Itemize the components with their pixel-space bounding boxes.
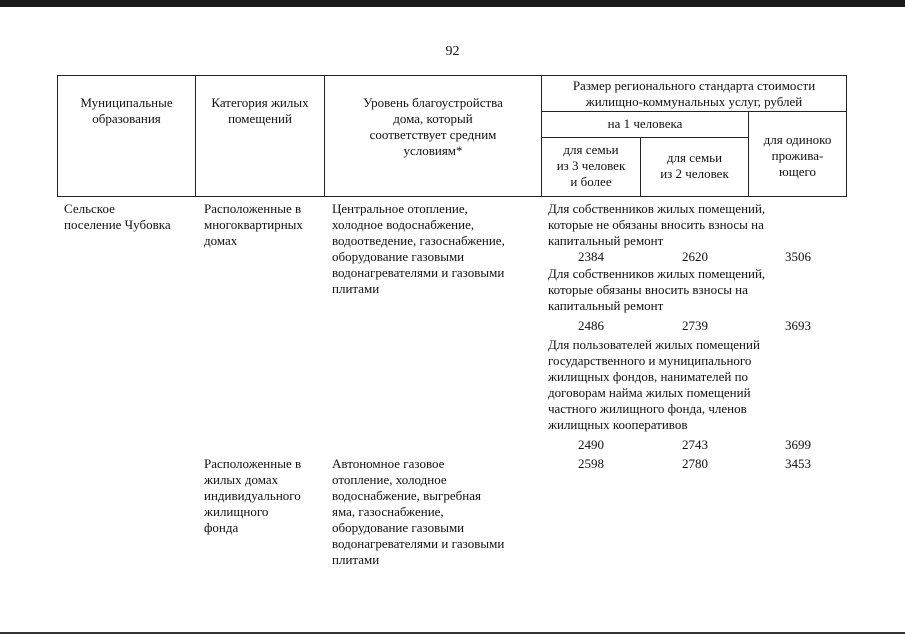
row2-category: Расположенные в жилых домах индивидуального жилищного фонда — [204, 456, 302, 535]
group3-value-3plus: 2490 — [578, 437, 604, 452]
municipality-name: Сельское поселение Чубовка — [64, 201, 171, 232]
header-per-person: на 1 человека — [607, 116, 683, 131]
row2-value-single: 3453 — [785, 456, 811, 471]
group1-value-single: 3506 — [785, 249, 811, 264]
group2-label: Для собственников жилых помещений, которые обязаны вносить взносы на капитальный ремонт — [548, 266, 766, 313]
row2-value-2: 2780 — [682, 456, 708, 471]
header-family-3plus: для семьи из 3 человек и более — [556, 142, 626, 189]
header-standard-size: Размер регионального стандарта стоимости жилищно-коммунальных услуг, рублей — [572, 78, 816, 109]
group1-label: Для собственников жилых помещений, которые не обязаны вносить взносы на капитальный ремонт — [548, 201, 766, 248]
header-category: Категория жилых помещений — [211, 95, 309, 126]
group2-value-3plus: 2486 — [578, 318, 604, 333]
group1-value-2: 2620 — [682, 249, 708, 264]
row1-amenities: Центральное отопление, холодное водоснабжение, водоотведение, газоснабжение, оборудование газовыми водонагревателями и газовыми плитами — [332, 201, 505, 296]
bottom-border-rule — [0, 632, 905, 634]
group3-value-2: 2743 — [682, 437, 708, 452]
row1-category: Расположенные в многоквартирных домах — [204, 201, 303, 248]
group3-label: Для пользователей жилых помещений государственного и муниципального жилищных фондов, нанимателей по договорам найма жилых помещений частного жилищного фонда, членов жилищных кооперативов — [548, 337, 760, 432]
header-municipality: Муниципальные образования — [80, 95, 173, 126]
header-single: для одиноко прожива- ющего — [763, 132, 832, 179]
group1-value-3plus: 2384 — [578, 249, 604, 264]
header-amenities: Уровень благоустройства дома, который соответствует средним условиям* — [363, 95, 503, 158]
group2-value-single: 3693 — [785, 318, 811, 333]
top-border-rule — [0, 0, 905, 7]
group2-value-2: 2739 — [682, 318, 708, 333]
page-number: 92 — [445, 44, 460, 59]
header-family-2: для семьи из 2 человек — [660, 150, 729, 181]
row2-amenities: Автономное газовое отопление, холодное водоснабжение, выгребная яма, газоснабжение, оборудование газовыми водонагревателями и газовыми плитами — [332, 456, 505, 567]
group3-value-single: 3699 — [785, 437, 811, 452]
row2-value-3plus: 2598 — [578, 456, 604, 471]
